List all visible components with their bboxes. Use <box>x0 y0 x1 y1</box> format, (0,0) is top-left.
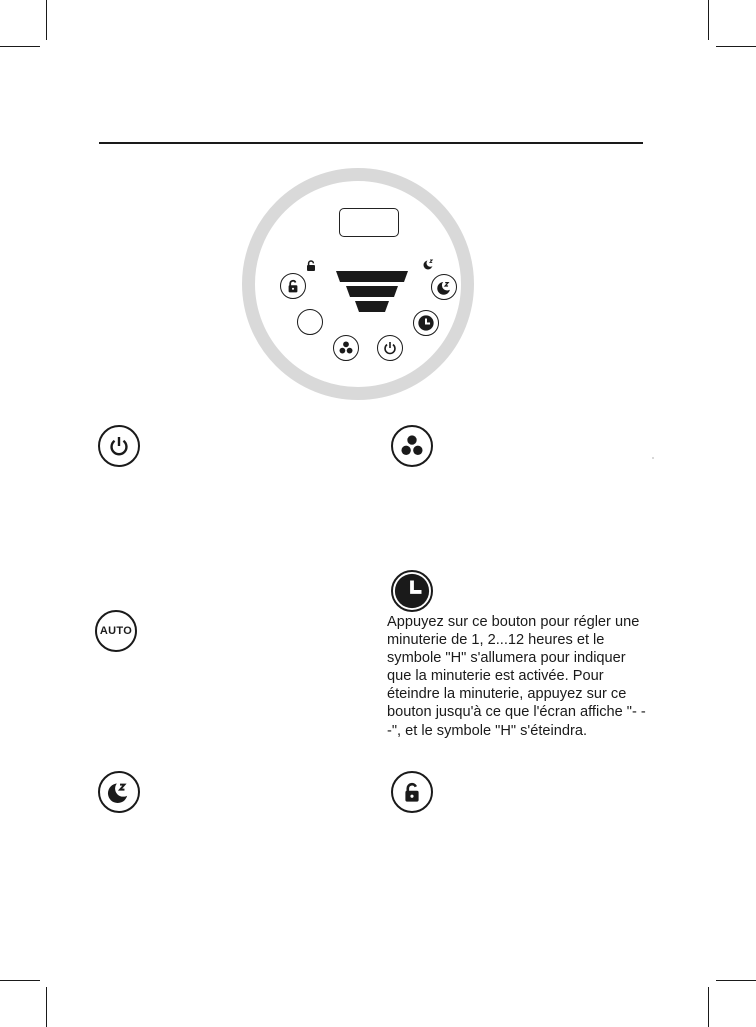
header-rule <box>99 142 643 144</box>
panel-power-button[interactable] <box>377 335 403 361</box>
legend-lock-button <box>391 771 433 813</box>
fan-speed-bars-icon <box>336 271 408 313</box>
crop-mark <box>716 46 756 47</box>
panel-display <box>339 208 399 237</box>
power-icon <box>382 340 398 356</box>
auto-label: AUTO <box>99 625 133 637</box>
legend-fan-button <box>391 425 433 467</box>
timer-icon <box>417 314 435 332</box>
crop-mark <box>46 0 47 40</box>
panel-fan-button[interactable] <box>333 335 359 361</box>
crop-mark <box>0 980 40 981</box>
panel-sleep-button[interactable] <box>431 274 457 300</box>
legend-auto-button <box>95 610 137 652</box>
crop-mark <box>708 987 709 1027</box>
sleep-icon <box>106 779 132 805</box>
legend-timer-button <box>391 570 433 612</box>
crop-mark <box>716 980 756 981</box>
crop-mark <box>708 0 709 40</box>
timer-description: Appuyez sur ce bouton pour régler une minuterie de 1, 2...12 heures et le symbole "H" s'allumera pour indiquer que la minuterie est activée. Pour éteindre la minuterie, appuyez sur ce bouton jusqu'à ce que l'écran affiche "- - -", et le symbole "H" s'éteindra. <box>387 614 646 739</box>
lock-icon <box>285 278 301 294</box>
panel-auto-button[interactable] <box>297 309 323 335</box>
crop-mark <box>46 987 47 1027</box>
legend-power-button <box>98 425 140 467</box>
timer-icon <box>393 572 431 610</box>
panel-lock-button[interactable] <box>280 273 306 299</box>
lock-indicator-icon <box>306 260 316 271</box>
lock-icon <box>400 780 424 804</box>
fan-icon <box>399 433 425 459</box>
power-icon <box>107 434 131 458</box>
panel-timer-button[interactable] <box>413 310 439 336</box>
fan-icon <box>338 340 354 356</box>
speck <box>652 457 654 459</box>
legend-sleep-button <box>98 771 140 813</box>
sleep-indicator-icon <box>423 259 434 270</box>
sleep-icon <box>436 279 453 296</box>
crop-mark <box>0 46 40 47</box>
